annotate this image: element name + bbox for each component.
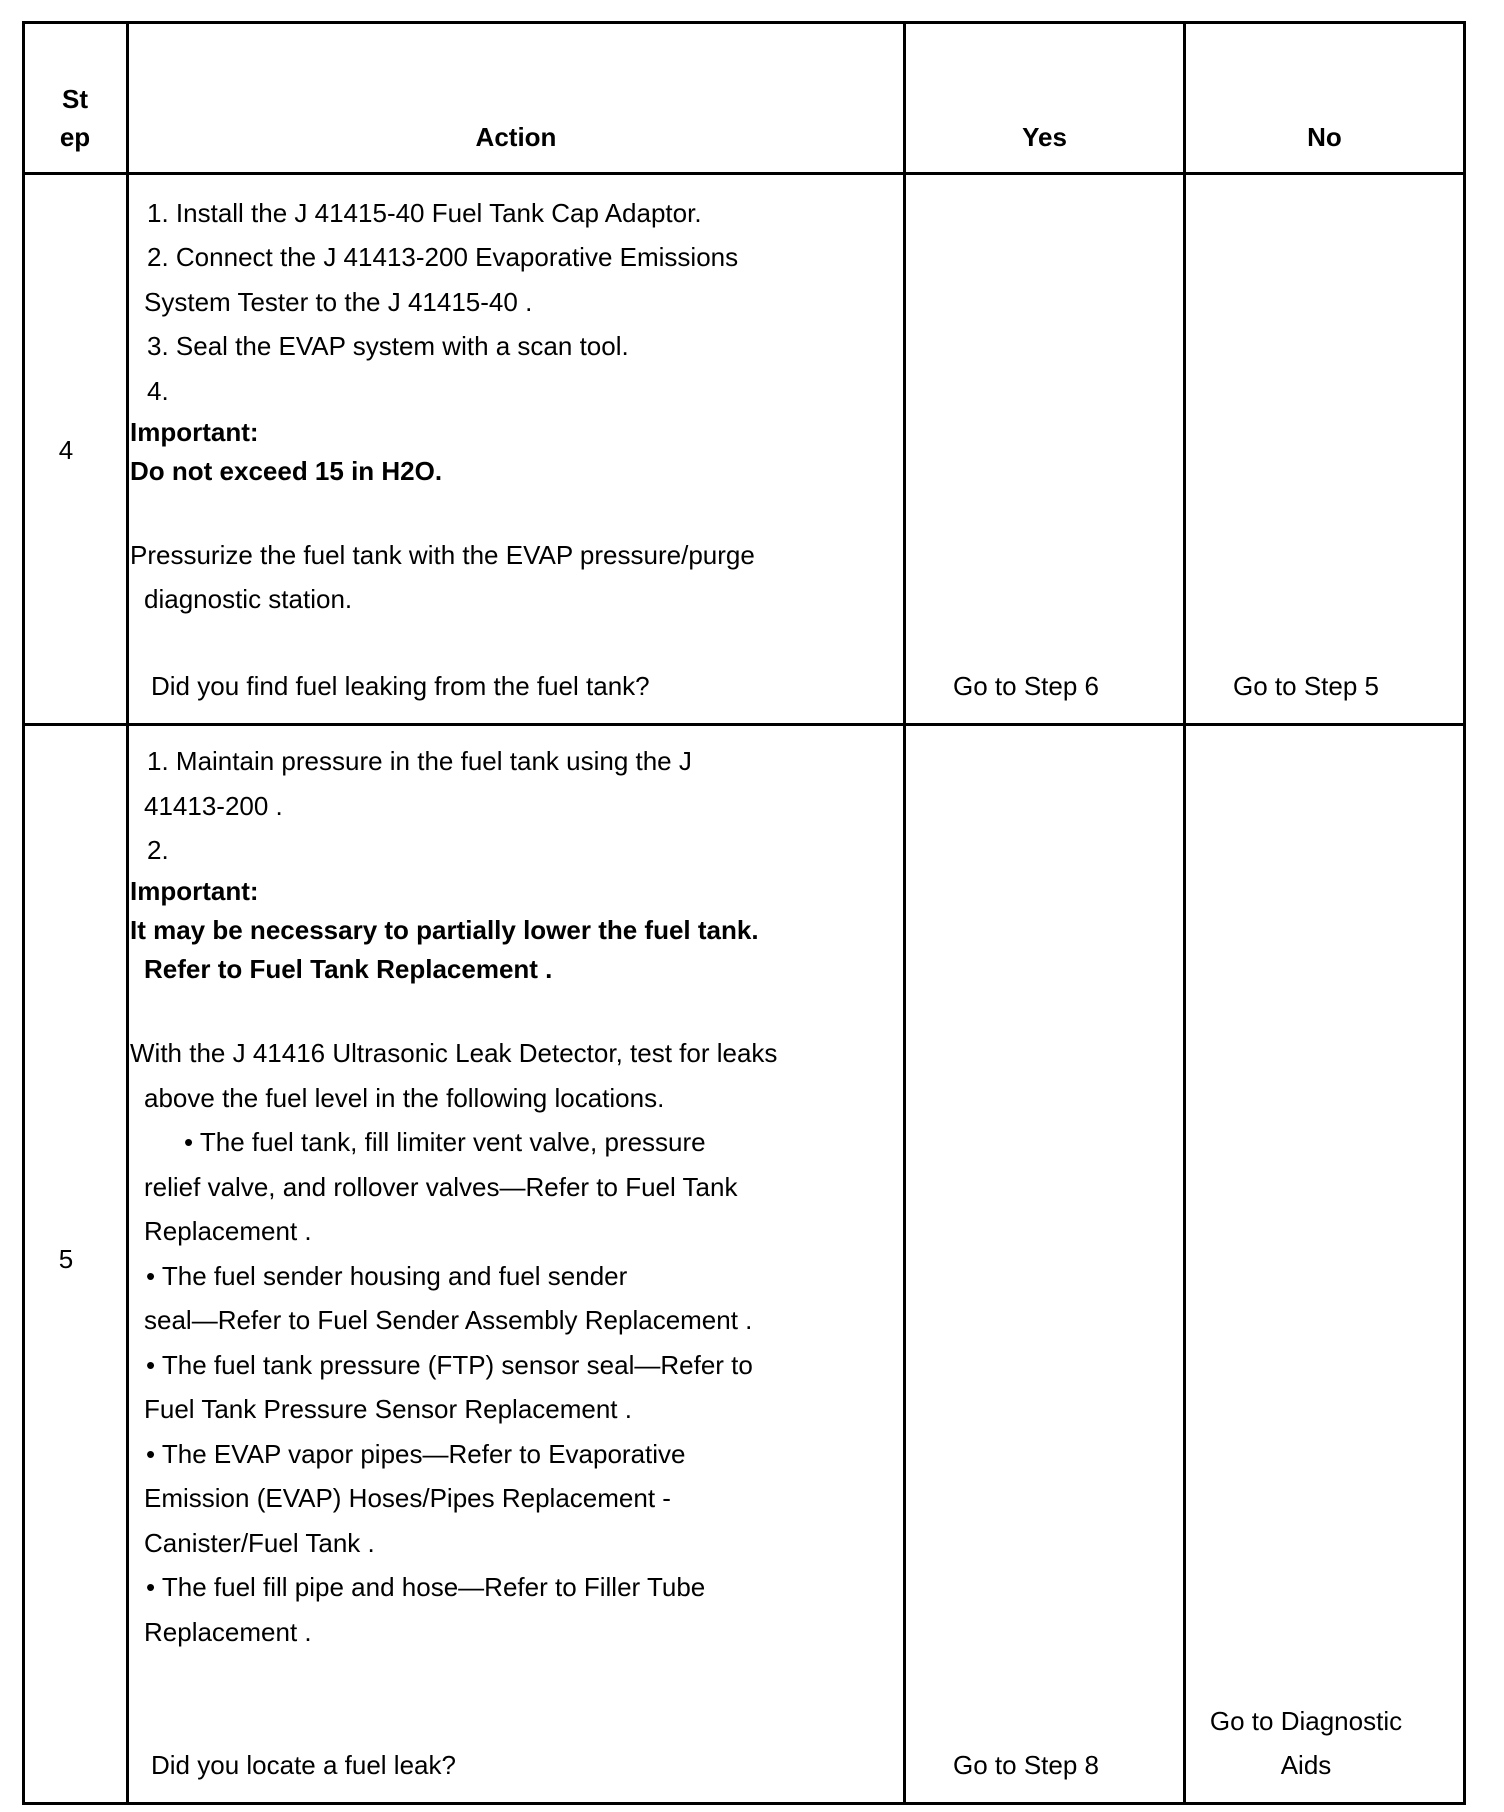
step5-bullet3-line2: Fuel Tank Pressure Sensor Replacement . <box>144 1394 632 1424</box>
step4-question: Did you find fuel leaking from the fuel tank? <box>151 671 650 701</box>
table-border-top <box>22 21 1466 24</box>
step5-important-text-line2: Refer to Fuel Tank Replacement . <box>144 954 553 984</box>
header-step <box>24 80 126 156</box>
header-step-line1: St <box>62 84 88 114</box>
step4-item2-line1: 2. Connect the J 41413-200 Evaporative Emissions <box>147 242 739 272</box>
step5-paragraph-line1: With the J 41416 Ultrasonic Leak Detector, test for leaks <box>130 1038 778 1068</box>
header-yes: Yes <box>1022 122 1067 152</box>
header-no: No <box>1307 122 1342 152</box>
step5-bullet2-line1: • The fuel sender housing and fuel sender <box>146 1261 628 1291</box>
step4-no-result: Go to Step 5 <box>1233 671 1379 701</box>
col-divider-step <box>126 21 129 1805</box>
table-border-left <box>22 21 25 1805</box>
step5-no-result-line1: Go to Diagnostic <box>1209 1706 1403 1736</box>
col-divider-yes <box>1183 21 1186 1805</box>
step5-bullet5-line2: Replacement . <box>144 1617 312 1647</box>
step5-item1-line2: 41413-200 . <box>144 791 283 821</box>
step4-item2-line2: System Tester to the J 41415-40 . <box>144 287 533 317</box>
step5-question: Did you locate a fuel leak? <box>151 1750 456 1780</box>
step4-item1: 1. Install the J 41415-40 Fuel Tank Cap Adaptor. <box>147 198 702 228</box>
step5-bullet2-line2: seal—Refer to Fuel Sender Assembly Replacement . <box>144 1305 753 1335</box>
step4-yes-result: Go to Step 6 <box>953 671 1099 701</box>
step5-yes-result: Go to Step 8 <box>953 1750 1099 1780</box>
step5-no-result-line2: Aids <box>1280 1750 1332 1780</box>
step4-paragraph-line2: diagnostic station. <box>144 584 353 614</box>
step4-important-label: Important: <box>130 417 259 447</box>
step4-item3: 3. Seal the EVAP system with a scan tool. <box>147 331 629 361</box>
step4-paragraph-line1: Pressurize the fuel tank with the EVAP pressure/purge <box>130 540 755 570</box>
step5-bullet5-line1: • The fuel fill pipe and hose—Refer to Filler Tube <box>146 1572 706 1602</box>
step-number-5: 5 <box>58 1244 74 1274</box>
col-divider-action <box>903 21 906 1805</box>
step5-paragraph-line2: above the fuel level in the following locations. <box>144 1083 665 1113</box>
step5-important-label: Important: <box>130 876 259 906</box>
step5-bullet4-line1: • The EVAP vapor pipes—Refer to Evaporative <box>146 1439 686 1469</box>
step5-bullet3-line1: • The fuel tank pressure (FTP) sensor seal—Refer to <box>146 1350 753 1380</box>
step5-bullet1-line3: Replacement . <box>144 1216 312 1246</box>
step5-item1-line1: 1. Maintain pressure in the fuel tank using the J <box>147 746 692 776</box>
header-divider <box>22 172 1466 175</box>
header-action: Action <box>475 122 557 152</box>
step5-bullet4-line3: Canister/Fuel Tank . <box>144 1528 375 1558</box>
step5-item2: 2. <box>147 835 169 865</box>
table-border-bottom <box>22 1802 1466 1805</box>
step5-bullet1-line1: • The fuel tank, fill limiter vent valve, pressure <box>184 1127 706 1157</box>
step4-important-text: Do not exceed 15 in H2O. <box>130 456 443 486</box>
header-step-line2: ep <box>59 122 91 152</box>
step5-bullet4-line2: Emission (EVAP) Hoses/Pipes Replacement - <box>144 1483 671 1513</box>
step4-item4: 4. <box>147 376 169 406</box>
step5-important-text-line1: It may be necessary to partially lower the fuel tank. <box>130 915 759 945</box>
table-border-right <box>1463 21 1466 1805</box>
row-divider <box>22 723 1466 726</box>
step-number-4: 4 <box>58 435 74 465</box>
step5-bullet1-line2: relief valve, and rollover valves—Refer to Fuel Tank <box>144 1172 738 1202</box>
